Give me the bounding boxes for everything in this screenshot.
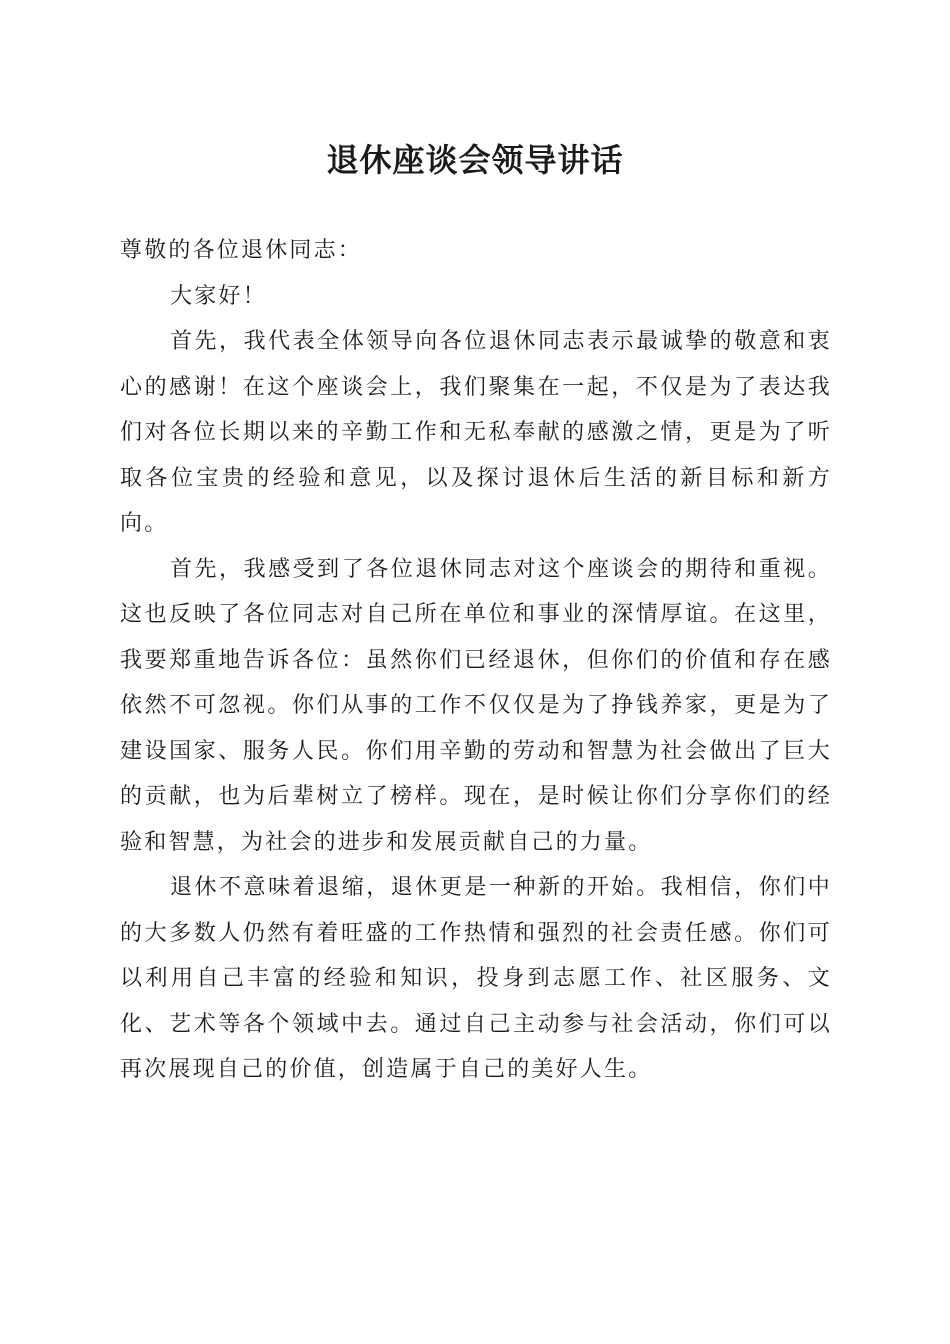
paragraph-greeting: 大家好！ (170, 283, 267, 309)
paragraph-value: 首先，我感受到了各位退休同志对这个座谈会的期待和重视。这也反映了各位同志对自己所在单位和事业的深情厚谊。在这里，我要郑重地告诉各位：虽然你们已经退休，但你们的价值和存在感依然不可忽视。你们从事的工作不仅仅是为了挣钱养家，更是为了建设国家、服务人民。你们用辛勤的劳动和智慧为社会做出了巨大的贡献，也为后辈树立了榜样。现在，是时候让你们分享你们的经验和智慧，为社会的进步和发展贡献自己的力量。 (120, 556, 832, 855)
salutation: 尊敬的各位退休同志： (120, 238, 363, 263)
document-body (120, 228, 832, 1093)
paragraph-new-start: 退休不意味着退缩，退休更是一种新的开始。我相信，你们中的大多数人仍然有着旺盛的工作热情和强烈的社会责任感。你们可以利用自己丰富的经验和知识，投身到志愿工作、社区服务、文化、艺术等各个领域中去。通过自己主动参与社会活动，你们可以再次展现自己的价值，创造属于自己的美好人生。 (120, 875, 832, 1082)
paragraph-thanks: 首先，我代表全体领导向各位退休同志表示最诚挚的敬意和衷心的感谢！在这个座谈会上，我们聚集在一起，不仅是为了表达我们对各位长期以来的辛勤工作和无私奉献的感激之情，更是为了听取各位宝贵的经验和意见，以及探讨退休后生活的新目标和新方向。 (120, 329, 832, 536)
document-title: 退休座谈会领导讲话 (326, 141, 624, 179)
